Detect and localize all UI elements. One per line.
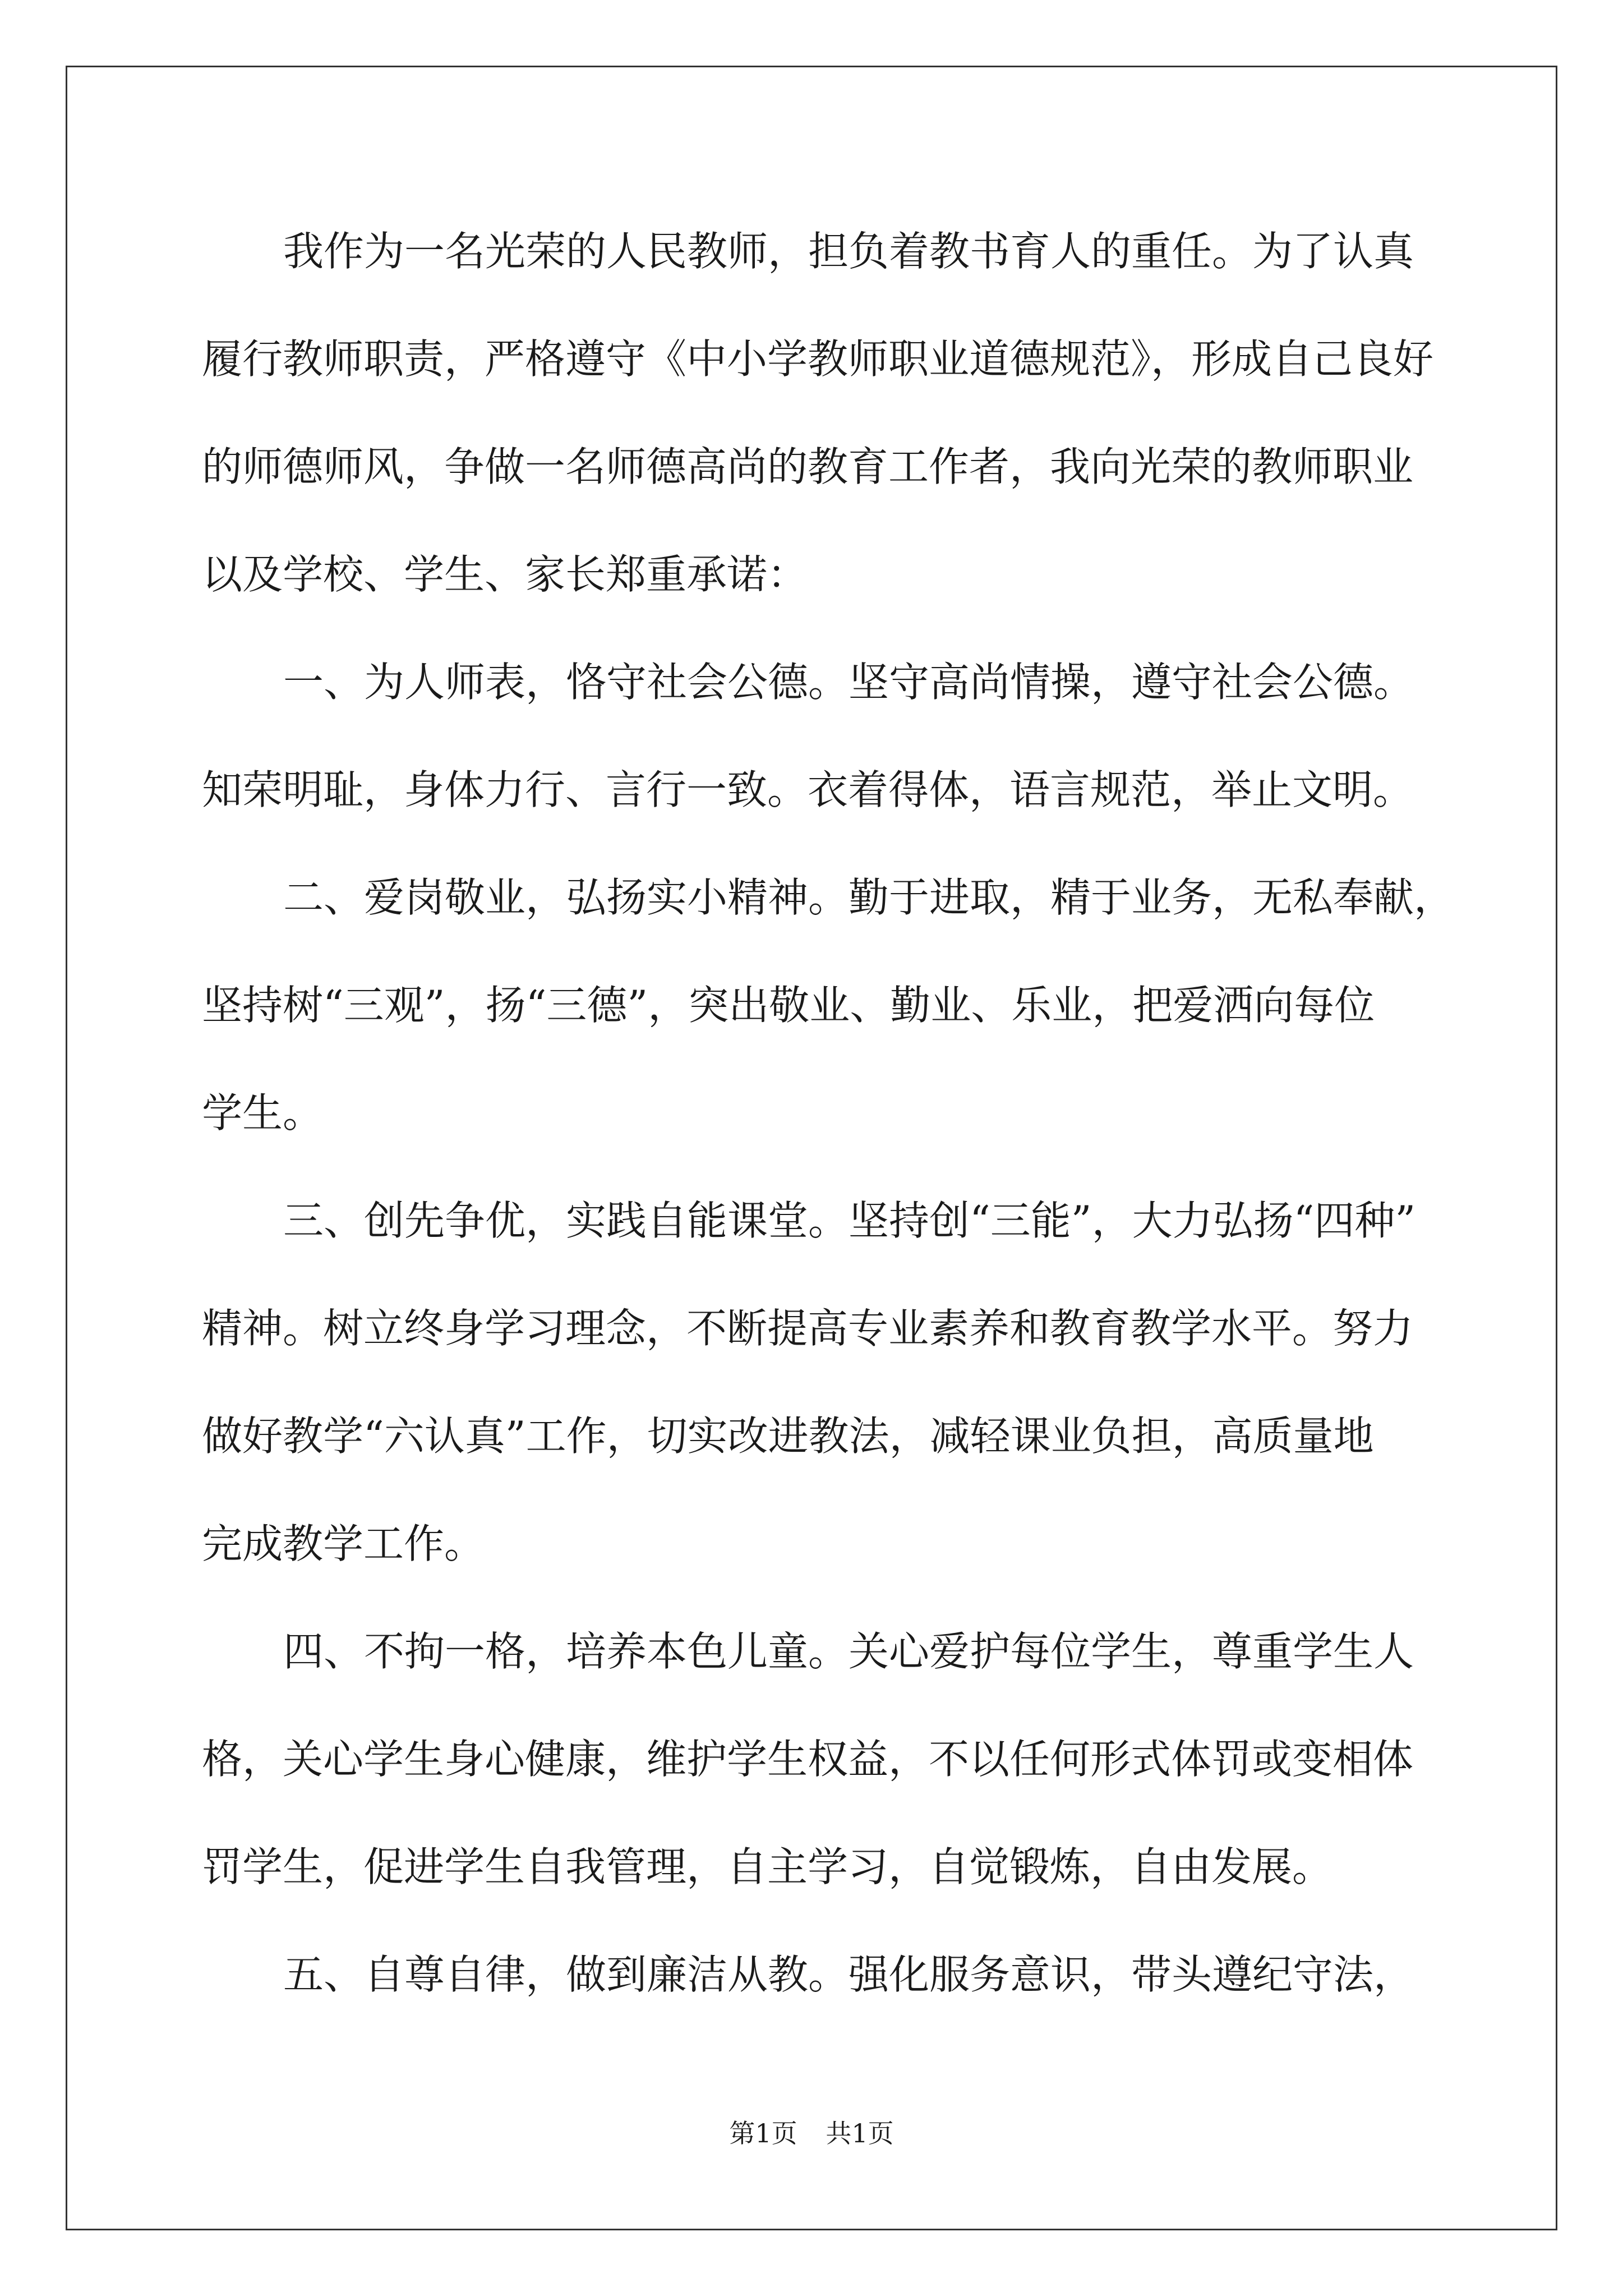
page-number: 第1页: [729, 2118, 797, 2148]
text-line: 履行教师职责，严格遵守《中小学教师职业道德规范》，形成自己良好: [202, 335, 1434, 383]
text-line: 完成教学工作。: [202, 1520, 485, 1567]
text-line: 知荣明耻，身体力行、言行一致。衣着得体，语言规范，举止文明。: [202, 766, 1414, 813]
text-line: 二、爱岗敬业，弘扬实小精神。勤于进取，精于业务，无私奉献，: [283, 874, 1455, 921]
text-line: 四、不拘一格，培养本色儿童。关心爱护每位学生，尊重学生人: [283, 1628, 1414, 1675]
text-line: 学生。: [202, 1089, 324, 1137]
text-line: 做好教学“六认真”工作，切实改进教法，减轻课业负担，高质量地: [202, 1412, 1374, 1460]
page-total: 共1页: [826, 2118, 894, 2148]
text-line: 五、自尊自律，做到廉洁从教。强化服务意识，带头遵纪守法，: [283, 1951, 1414, 1998]
text-line: 坚持树“三观”，扬“三德”，突出敬业、勤业、乐业，把爱洒向每位: [202, 982, 1375, 1029]
page-border: [66, 66, 1557, 2230]
text-line: 的师德师风，争做一名师德高尚的教育工作者，我向光荣的教师职业: [202, 443, 1414, 490]
text-line: 以及学校、学生、家长郑重承诺：: [202, 551, 808, 598]
text-line: 精神。树立终身学习理念，不断提高专业素养和教育教学水平。努力: [202, 1305, 1414, 1352]
text-line: 格，关心学生身心健康，维护学生权益，不以任何形式体罚或变相体: [202, 1736, 1414, 1783]
text-line: 一、为人师表，恪守社会公德。坚守高尚情操，遵守社会公德。: [283, 659, 1414, 706]
text-line: 我作为一名光荣的人民教师，担负着教书育人的重任。为了认真: [283, 228, 1414, 275]
text-line: 三、创先争优，实践自能课堂。坚持创“三能”，大力弘扬“四种”: [283, 1197, 1416, 1244]
page-footer: [0, 2120, 1623, 2146]
text-line: 罚学生，促进学生自我管理，自主学习，自觉锻炼，自由发展。: [202, 1843, 1333, 1890]
